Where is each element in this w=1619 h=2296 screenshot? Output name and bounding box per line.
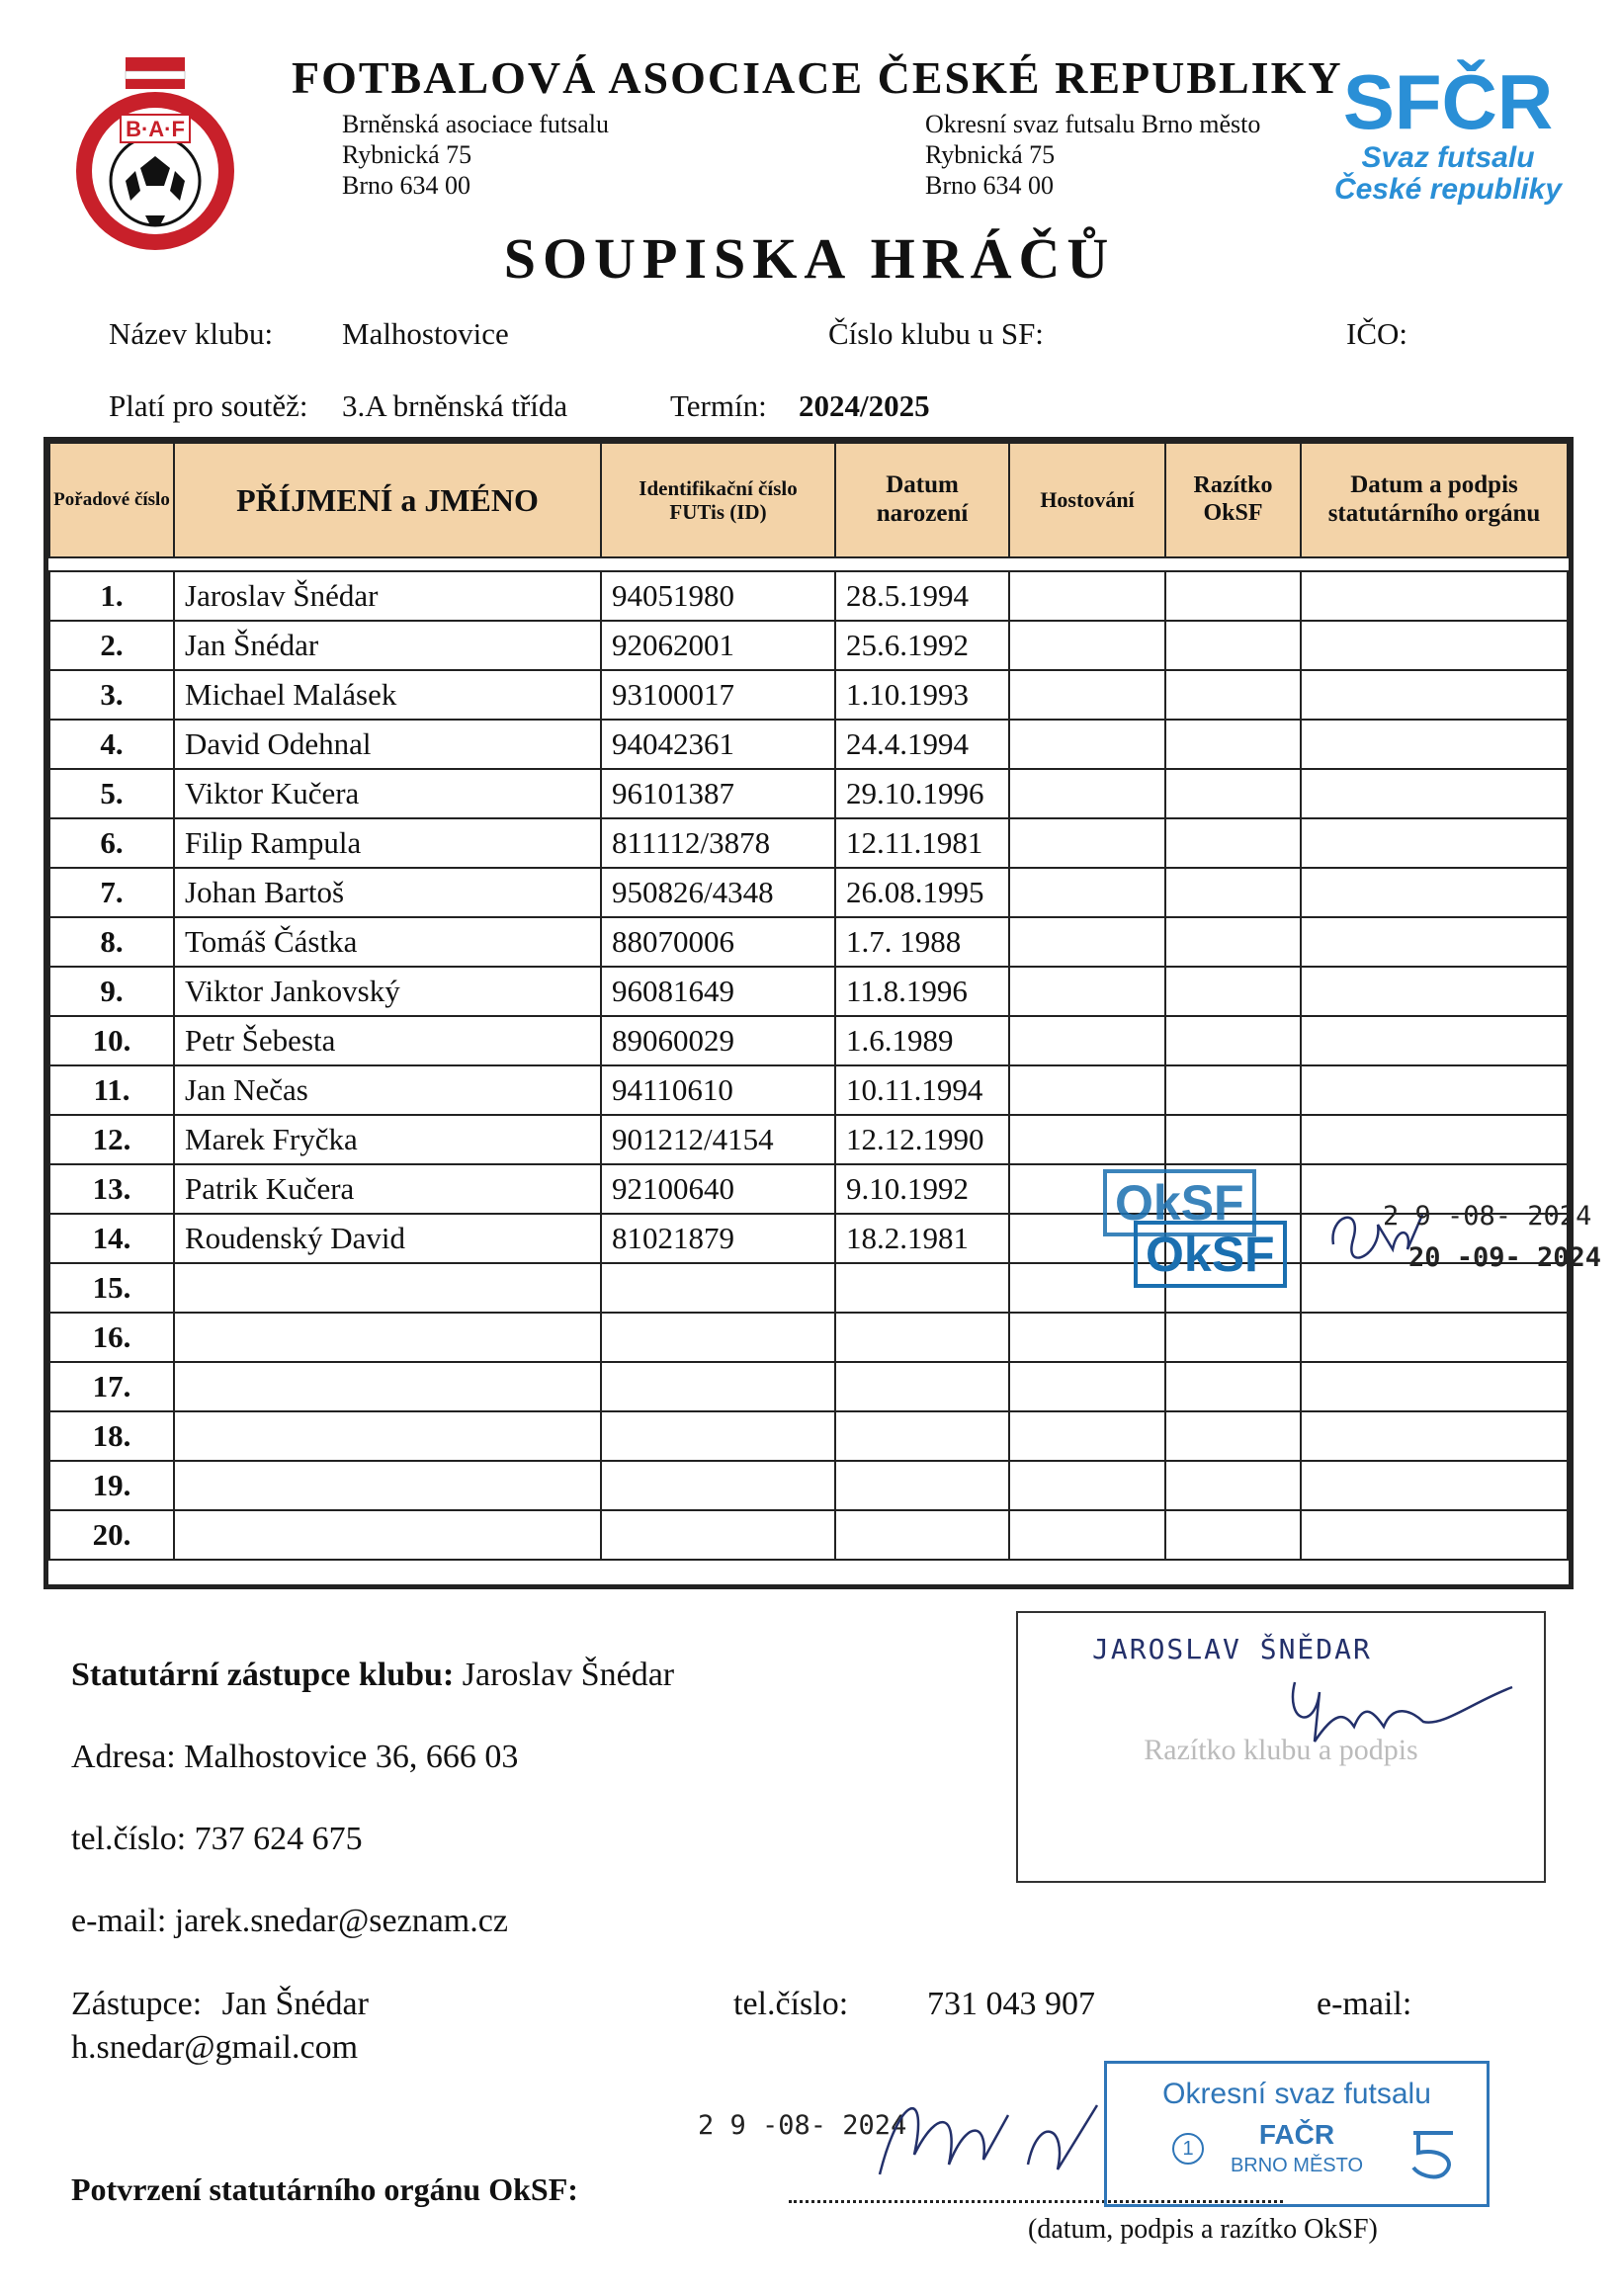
sign-cell [1301,621,1568,670]
player-name [174,1313,601,1362]
player-id: 96101387 [601,769,835,818]
stamp-cell [1165,917,1301,967]
header-stamp-text: Razítko OkSF [1193,472,1273,526]
deputy-email-value: h.snedar@gmail.com [71,2029,359,2066]
left-address [342,109,609,201]
club-stamp-handwritten: JAROSLAV ŠNĚDAR [1092,1633,1372,1665]
stamp-cell [1165,1510,1301,1560]
player-dob: 10.11.1994 [835,1065,1009,1115]
table-row [49,818,1568,868]
table-row [49,1115,1568,1164]
row-number: 15. [49,1263,174,1313]
date-stamp-row13: 2 9 -08- 2024 [1383,1201,1592,1232]
row-number: 16. [49,1313,174,1362]
player-id: 94110610 [601,1065,835,1115]
table-row [49,1411,1568,1461]
header-sign-text: Datum a podpis statutárního orgánu [1327,471,1541,527]
player-name: Michael Malásek [174,670,601,720]
sign-cell [1301,1016,1568,1065]
address-value: Malhostovice 36, 666 03 [184,1739,519,1775]
header-order [49,443,174,557]
term-label: Termín: [670,388,767,423]
sign-cell [1301,1362,1568,1411]
phone-row [71,1821,363,1858]
row-number: 10. [49,1016,174,1065]
player-id [601,1510,835,1560]
stamp-cell [1165,1065,1301,1115]
player-dob: 9.10.1992 [835,1164,1009,1214]
table-row [49,1016,1568,1065]
player-name [174,1461,601,1510]
deputy-phone-value: 731 043 907 [927,1986,1095,2022]
player-id: 81021879 [601,1214,835,1263]
player-id [601,1313,835,1362]
blue-stamp-num: 1 [1172,2133,1204,2165]
row-number: 14. [49,1214,174,1263]
player-id: 811112/3878 [601,818,835,868]
row-number: 6. [49,818,174,868]
player-dob [835,1411,1009,1461]
player-dob: 1.7. 1988 [835,917,1009,967]
oksf-stamp-text: OkSF [1115,1175,1244,1231]
row-number: 8. [49,917,174,967]
row-number: 17. [49,1362,174,1411]
player-name: Roudenský David [174,1214,601,1263]
player-dob: 1.10.1993 [835,670,1009,720]
header-sign [1301,443,1568,557]
header-id-text: Identifikační číslo FUTis (ID) [639,475,798,524]
player-id [601,1362,835,1411]
confirmation-label: Potvrzení statutárního orgánu OkSF: [71,2171,578,2207]
row-number: 3. [49,670,174,720]
player-dob: 28.5.1994 [835,571,1009,621]
stamp-cell [1165,769,1301,818]
baf-logo-text: B·A·F [126,117,185,141]
table-row [49,720,1568,769]
player-name [174,1362,601,1411]
stamp-cell [1165,670,1301,720]
confirmation-caption: (datum, podpis a razítko OkSF) [1028,2214,1378,2245]
sign-cell [1301,868,1568,917]
club-number-label: Číslo klubu u SF: [828,316,1044,351]
federation-title: FOTBALOVÁ ASOCIACE ČESKÉ REPUBLIKY [292,52,1343,103]
table-row [49,868,1568,917]
club-stamp-box [1016,1611,1546,1883]
row-number: 20. [49,1510,174,1560]
player-dob: 26.08.1995 [835,868,1009,917]
table-row [49,571,1568,621]
table-row [49,670,1568,720]
player-name: Patrik Kučera [174,1164,601,1214]
guest-cell [1009,1461,1165,1510]
player-name: Petr Šebesta [174,1016,601,1065]
player-name: Tomáš Částka [174,917,601,967]
sign-cell [1301,1115,1568,1164]
phone-label: tel.číslo: [71,1821,187,1857]
row-number: 19. [49,1461,174,1510]
player-id: 92100640 [601,1164,835,1214]
player-name: Filip Rampula [174,818,601,868]
oksf-stamp [1134,1221,1287,1288]
guest-cell [1009,1362,1165,1411]
player-name: Viktor Jankovský [174,967,601,1016]
player-id: 950826/4348 [601,868,835,917]
header-guest-text: Hostování [1040,487,1135,513]
header-dob-text: Datum narození [876,471,969,527]
deputy-row [71,1986,369,2023]
signature-scribble-icon [1275,1672,1522,1751]
stamp-cell [1165,621,1301,670]
right-address-line: Okresní svaz futsalu Brno město [925,110,1261,138]
guest-cell [1009,1065,1165,1115]
statutory-label: Statutární zástupce klubu: [71,1657,455,1693]
player-id: 92062001 [601,621,835,670]
facr-logo-icon [1404,2123,1463,2182]
player-id: 88070006 [601,917,835,967]
row-number: 1. [49,571,174,621]
document-title: SOUPISKA HRÁČŮ [503,226,1116,291]
guest-cell [1009,1411,1165,1461]
player-id [601,1411,835,1461]
player-name: Jan Nečas [174,1065,601,1115]
header-guest [1009,443,1165,557]
oksf-blue-stamp [1104,2061,1490,2207]
table-row [49,1510,1568,1560]
guest-cell [1009,769,1165,818]
stamp-cell [1165,1016,1301,1065]
player-name: Jaroslav Šnédar [174,571,601,621]
club-stamp-placeholder: Razítko klubu a podpis [1144,1734,1418,1766]
table-row [49,1065,1568,1115]
row-number: 11. [49,1065,174,1115]
left-address-line: Rybnická 75 [342,140,472,169]
table-row [49,917,1568,967]
player-id: 89060029 [601,1016,835,1065]
left-address-line: Brno 634 00 [342,171,470,200]
player-id: 94042361 [601,720,835,769]
right-address-line: Brno 634 00 [925,171,1054,200]
row-number: 9. [49,967,174,1016]
deputy-label: Zástupce: [71,1986,203,2022]
row-number: 13. [49,1164,174,1214]
row-number: 12. [49,1115,174,1164]
stamp-cell [1165,868,1301,917]
right-address [925,109,1260,201]
stamp-cell [1165,1461,1301,1510]
player-dob: 24.4.1994 [835,720,1009,769]
guest-cell [1009,670,1165,720]
table-row [49,621,1568,670]
sign-cell [1301,917,1568,967]
row-number: 5. [49,769,174,818]
sfcr-logo-sub2: České republiky [1333,173,1563,206]
statutory-row [71,1657,674,1694]
address-row [71,1739,518,1776]
competition-value: 3.A brněnská třída [342,388,568,423]
header-name [174,443,601,557]
sfcr-logo-main: SFČR [1342,58,1554,145]
players-table [43,437,1602,1589]
deputy-phone-label: tel.číslo: [733,1986,849,2022]
player-id [601,1461,835,1510]
player-name [174,1411,601,1461]
player-dob [835,1362,1009,1411]
player-dob: 29.10.1996 [835,769,1009,818]
table-row [49,1362,1568,1411]
header-name-text: PŘÍJMENÍ a JMÉNO [236,481,539,518]
header-gap-cell [49,557,1568,571]
sign-cell [1301,670,1568,720]
stamp-cell [1165,1313,1301,1362]
player-name: Viktor Kučera [174,769,601,818]
header-gap [49,557,1568,571]
table-row [49,769,1568,818]
player-dob [835,1263,1009,1313]
statutory-value: Jaroslav Šnédar [462,1657,675,1693]
guest-cell [1009,720,1165,769]
blue-stamp-line2: FAČR [1258,2119,1335,2150]
sign-cell [1301,1510,1568,1560]
sfcr-logo [1324,58,1572,219]
player-name: Johan Bartoš [174,868,601,917]
guest-cell [1009,1313,1165,1362]
sign-cell [1301,1461,1568,1510]
confirmation-date: 2 9 -08- 2024 [698,2110,907,2141]
player-id [601,1263,835,1313]
ico-label: IČO: [1346,316,1407,351]
table-row [49,1313,1568,1362]
player-dob: 18.2.1981 [835,1214,1009,1263]
player-dob: 25.6.1992 [835,621,1009,670]
club-name-label: Název klubu: [109,316,274,351]
sign-cell [1301,1313,1568,1362]
row-number: 4. [49,720,174,769]
sign-cell [1301,818,1568,868]
club-name-value: Malhostovice [342,316,509,351]
guest-cell [1009,818,1165,868]
sign-cell [1301,1065,1568,1115]
stamp-cell [1165,1411,1301,1461]
table-row [49,1461,1568,1510]
stamp-cell [1165,1115,1301,1164]
stamp-cell [1165,967,1301,1016]
signature-scribble-icon [870,2076,1127,2194]
blue-stamp-line1: Okresní svaz futsalu [1162,2078,1431,2110]
email-row [71,1903,508,1940]
player-name [174,1510,601,1560]
sign-cell [1301,571,1568,621]
sign-cell [1301,1411,1568,1461]
competition-label: Platí pro soutěž: [109,388,308,423]
player-dob: 1.6.1989 [835,1016,1009,1065]
row-number: 7. [49,868,174,917]
player-name: Jan Šnédar [174,621,601,670]
guest-cell [1009,571,1165,621]
sign-cell [1301,769,1568,818]
guest-cell [1009,917,1165,967]
left-address-line: Brněnská asociace futsalu [342,110,610,138]
sign-cell [1301,967,1568,1016]
stamp-cell [1165,1362,1301,1411]
blue-stamp-line3: BRNO MĚSTO [1230,2155,1364,2176]
address-label: Adresa: [71,1739,176,1775]
header-id [601,443,835,557]
header-order-text: Pořadové číslo [53,489,170,511]
player-dob [835,1461,1009,1510]
stamp-cell [1165,720,1301,769]
email-label: e-mail: [71,1903,167,1939]
row-number: 2. [49,621,174,670]
player-name: David Odehnal [174,720,601,769]
stamp-cell [1165,818,1301,868]
table-row [49,1263,1568,1313]
phone-value: 737 624 675 [194,1821,363,1857]
deputy-value: Jan Šnédar [221,1986,369,2022]
guest-cell [1009,868,1165,917]
guest-cell [1009,1016,1165,1065]
player-id: 93100017 [601,670,835,720]
header-dob [835,443,1009,557]
guest-cell [1009,1510,1165,1560]
table-row [49,967,1568,1016]
oksf-stamp-text: OkSF [1146,1227,1275,1282]
player-id: 94051980 [601,571,835,621]
player-dob [835,1313,1009,1362]
player-id: 96081649 [601,967,835,1016]
right-address-line: Rybnická 75 [925,140,1056,169]
guest-cell [1009,621,1165,670]
player-name [174,1263,601,1313]
sign-cell [1301,720,1568,769]
guest-cell [1009,967,1165,1016]
date-stamp-row14: 20 -09- 2024 [1408,1242,1602,1273]
player-dob: 12.12.1990 [835,1115,1009,1164]
term-value: 2024/2025 [799,388,930,423]
stamp-cell [1165,571,1301,621]
player-id: 901212/4154 [601,1115,835,1164]
guest-cell [1009,1115,1165,1164]
deputy-email-label: e-mail: [1317,1986,1412,2022]
email-value: jarek.snedar@seznam.cz [174,1903,508,1939]
player-name: Marek Fryčka [174,1115,601,1164]
sfcr-logo-sub1: Svaz futsalu [1361,141,1535,174]
header-stamp [1165,443,1301,557]
row-number: 18. [49,1411,174,1461]
player-dob [835,1510,1009,1560]
player-dob: 12.11.1981 [835,818,1009,868]
player-dob: 11.8.1996 [835,967,1009,1016]
